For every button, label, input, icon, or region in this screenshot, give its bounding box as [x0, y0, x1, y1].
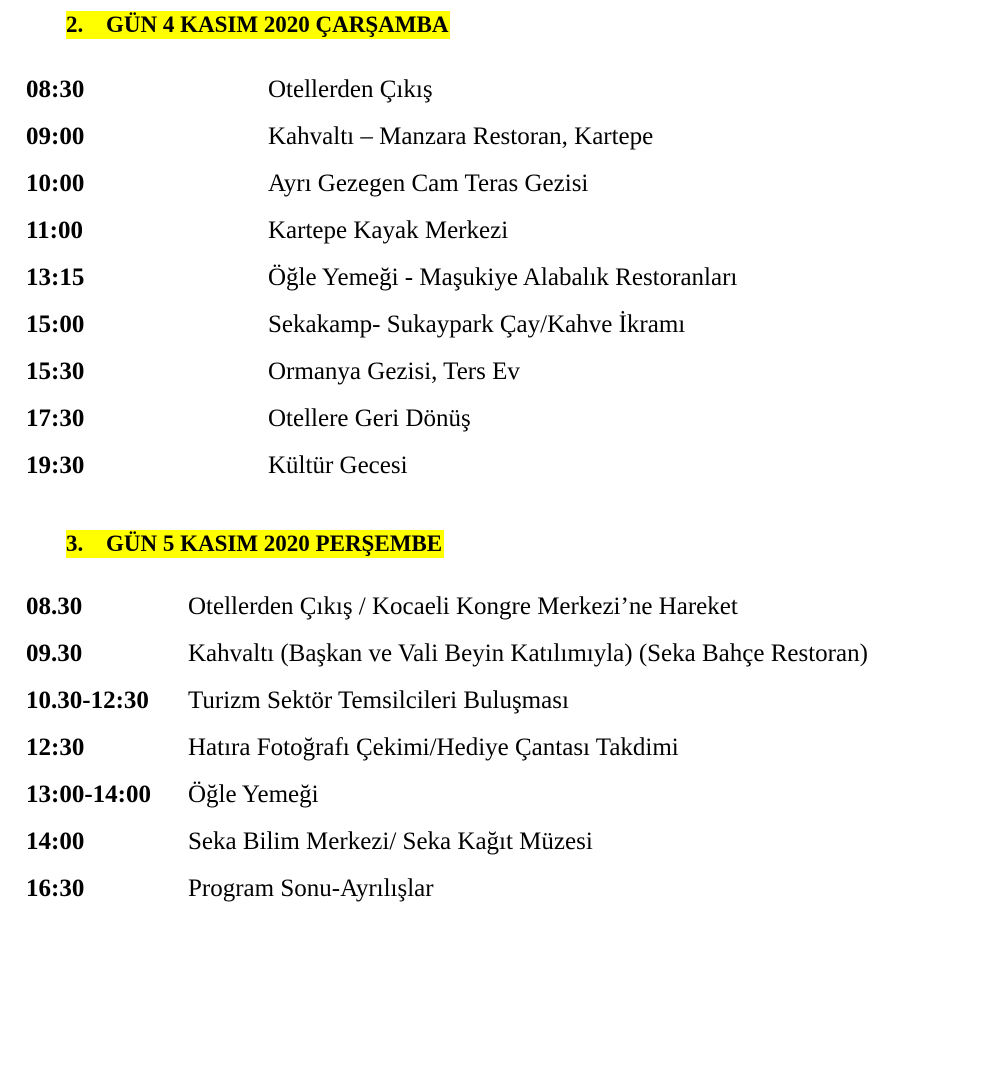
schedule-row: [0, 450, 1000, 482]
schedule-row: [0, 403, 1000, 435]
schedule-activity: Kahvaltı – Manzara Restoran, Kartepe: [268, 123, 654, 150]
schedule-activity: Öğle Yemeği - Maşukiye Alabalık Restoranları: [268, 264, 738, 291]
day-heading: [66, 530, 444, 558]
schedule-activity: Turizm Sektör Temsilcileri Buluşması: [188, 687, 569, 714]
schedule-activity: Sekakamp- Sukaypark Çay/Kahve İkramı: [268, 311, 686, 338]
schedule-row: [0, 873, 1000, 905]
schedule-row: [0, 732, 1000, 764]
heading-number: 3.: [66, 531, 84, 556]
heading-title: GÜN 4 KASIM 2020 ÇARŞAMBA: [106, 12, 449, 37]
schedule-activity: Kartepe Kayak Merkezi: [268, 217, 509, 244]
schedule-row: [0, 309, 1000, 341]
schedule-time: 15:30: [26, 358, 85, 385]
schedule-row: [0, 591, 1000, 623]
schedule-time: 17:30: [26, 405, 85, 432]
schedule-activity: Otellerden Çıkış / Kocaeli Kongre Merkezi’ne Hareket: [188, 593, 738, 620]
schedule-activity: Öğle Yemeği: [188, 781, 319, 808]
schedule-time: 10:00: [26, 170, 85, 197]
schedule-row: [0, 685, 1000, 717]
schedule-activity: Program Sonu-Ayrılışlar: [188, 875, 434, 902]
schedule-activity: Kültür Gecesi: [268, 452, 408, 479]
day-heading: [66, 11, 450, 39]
heading-highlight: [66, 530, 444, 558]
schedule-row: [0, 168, 1000, 200]
schedule-time: 08:30: [26, 76, 85, 103]
schedule-time: 16:30: [26, 875, 85, 902]
schedule-time: 08.30: [26, 593, 83, 620]
schedule-activity: Otellere Geri Dönüş: [268, 405, 471, 432]
schedule-row: [0, 638, 1000, 670]
schedule-time: 14:00: [26, 828, 85, 855]
schedule-row: [0, 262, 1000, 294]
schedule-time: 13:00-14:00: [26, 781, 151, 808]
heading-number: 2.: [66, 12, 84, 37]
schedule-row: [0, 74, 1000, 106]
heading-highlight: [66, 11, 450, 39]
schedule-row: [0, 215, 1000, 247]
schedule-time: 09.30: [26, 640, 83, 667]
schedule-time: 10.30-12:30: [26, 687, 149, 714]
schedule-row: [0, 779, 1000, 811]
schedule-time: 11:00: [26, 217, 83, 244]
schedule-row: [0, 826, 1000, 858]
schedule-activity: Otellerden Çıkış: [268, 76, 433, 103]
schedule-time: 15:00: [26, 311, 85, 338]
schedule-activity: Kahvaltı (Başkan ve Vali Beyin Katılımıyla) (Seka Bahçe Restoran): [188, 640, 868, 667]
schedule-activity: Ayrı Gezegen Cam Teras Gezisi: [268, 170, 589, 197]
schedule-row: [0, 121, 1000, 153]
schedule-activity: Ormanya Gezisi, Ters Ev: [268, 358, 520, 385]
schedule-row: [0, 356, 1000, 388]
heading-title: GÜN 5 KASIM 2020 PERŞEMBE: [106, 531, 443, 556]
schedule-time: 19:30: [26, 452, 85, 479]
schedule-time: 13:15: [26, 264, 85, 291]
schedule-activity: Hatıra Fotoğrafı Çekimi/Hediye Çantası Takdimi: [188, 734, 679, 761]
schedule-time: 09:00: [26, 123, 85, 150]
schedule-time: 12:30: [26, 734, 85, 761]
schedule-activity: Seka Bilim Merkezi/ Seka Kağıt Müzesi: [188, 828, 593, 855]
